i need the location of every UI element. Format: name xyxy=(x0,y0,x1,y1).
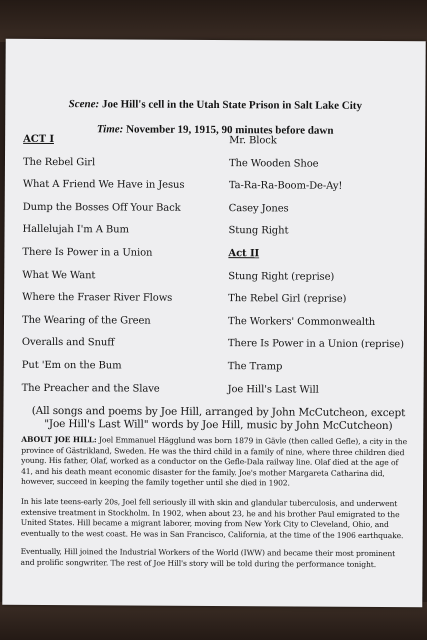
left-song-title: What We Want xyxy=(22,269,96,281)
right-song-title: Mr. Block xyxy=(229,135,277,147)
left-song-title: There Is Power in a Union xyxy=(22,246,153,259)
left-song-title: Where the Fraser River Flows xyxy=(22,292,173,304)
time-text: November 19, 1915, 90 minutes before dawn xyxy=(126,123,334,137)
about-paragraph-3: Eventually, Hill joined the Industrial Workers of the World (IWW) and became their most prominent and prolific songwriter. The rest of Joe Hill's story will be told during the performance tonight. xyxy=(20,546,396,569)
about-paragraph-1-text: Joel Emmanuel Hägglund was born 1879 in Gävle (then called Gefle), a city in the province of Gästrikland, Sweden. He was the third child in a family of nine, where three children died young. His father, Olaf, worked as a conductor on the Gefle-Dala railway line. Olaf died at the age of 41, and his death meant economic disaster for the family. Joe's mother Margareta Catharina did, however, succeed in keeping the family together until she died in 1902. xyxy=(21,435,408,488)
left-song-title: The Rebel Girl xyxy=(22,156,96,168)
credits-note: (All songs and poems by Joe Hill, arranged by John McCutcheon, except "Joe Hill's Last Will" words by Joe Hill, music by John McCutcheon) xyxy=(31,404,406,433)
left-song-title: The Preacher and the Slave xyxy=(21,382,160,395)
left-act-heading: ACT I xyxy=(23,133,54,146)
background-bottom xyxy=(0,602,427,640)
time-line xyxy=(5,123,425,138)
left-song-title: Hallelujah I'm A Bum xyxy=(22,224,129,236)
about-paragraph-1 xyxy=(21,435,411,490)
left-song-title: Put 'Em on the Bum xyxy=(21,359,122,372)
scene-line xyxy=(5,98,425,113)
left-song-title: What A Friend We Have in Jesus xyxy=(22,179,185,192)
right-song-title: There Is Power in a Union (reprise) xyxy=(227,338,404,351)
time-label: Time: xyxy=(96,123,124,136)
right-song-title: Joe Hill's Last Will xyxy=(227,383,319,396)
about-paragraph-2: In his late teens-early 20s, Joel fell seriously ill with skin and glandular tuberculosis, and underwent extensive treatment in Stockholm. In 1902, when about 23, he and his brother Paul emigrated to the United States. Hill became a migrant laborer, moving from New York City to Cleveland, Ohio, and eventually to the west coast. He was in San Francisco, California, at the time of the 1906 earthquake. xyxy=(20,496,404,540)
scene-label: Scene: xyxy=(68,98,100,111)
about-heading: ABOUT JOE HILL: xyxy=(21,434,97,445)
right-song-title: Ta-Ra-Ra-Boom-De-Ay! xyxy=(228,180,343,192)
right-song-title: The Tramp xyxy=(227,361,283,373)
right-song-title: Stung Right xyxy=(228,225,289,237)
right-song-title: The Rebel Girl (reprise) xyxy=(228,293,347,305)
right-song-title: The Workers' Commonwealth xyxy=(227,315,376,328)
right-song-title: The Wooden Shoe xyxy=(228,157,319,170)
right-song-title: Casey Jones xyxy=(228,202,289,215)
background-top xyxy=(0,0,427,42)
left-song-title: Overalls and Snuff xyxy=(21,337,115,349)
right-song-title: Stung Right (reprise) xyxy=(228,270,335,283)
scene-text: Joe Hill's cell in the Utah State Prison in Salt Lake City xyxy=(101,98,363,112)
left-song-title: Dump the Bosses Off Your Back xyxy=(22,201,181,214)
right-act-heading: Act II xyxy=(228,248,260,260)
program-sheet xyxy=(2,39,425,608)
left-song-title: The Wearing of the Green xyxy=(21,314,151,327)
